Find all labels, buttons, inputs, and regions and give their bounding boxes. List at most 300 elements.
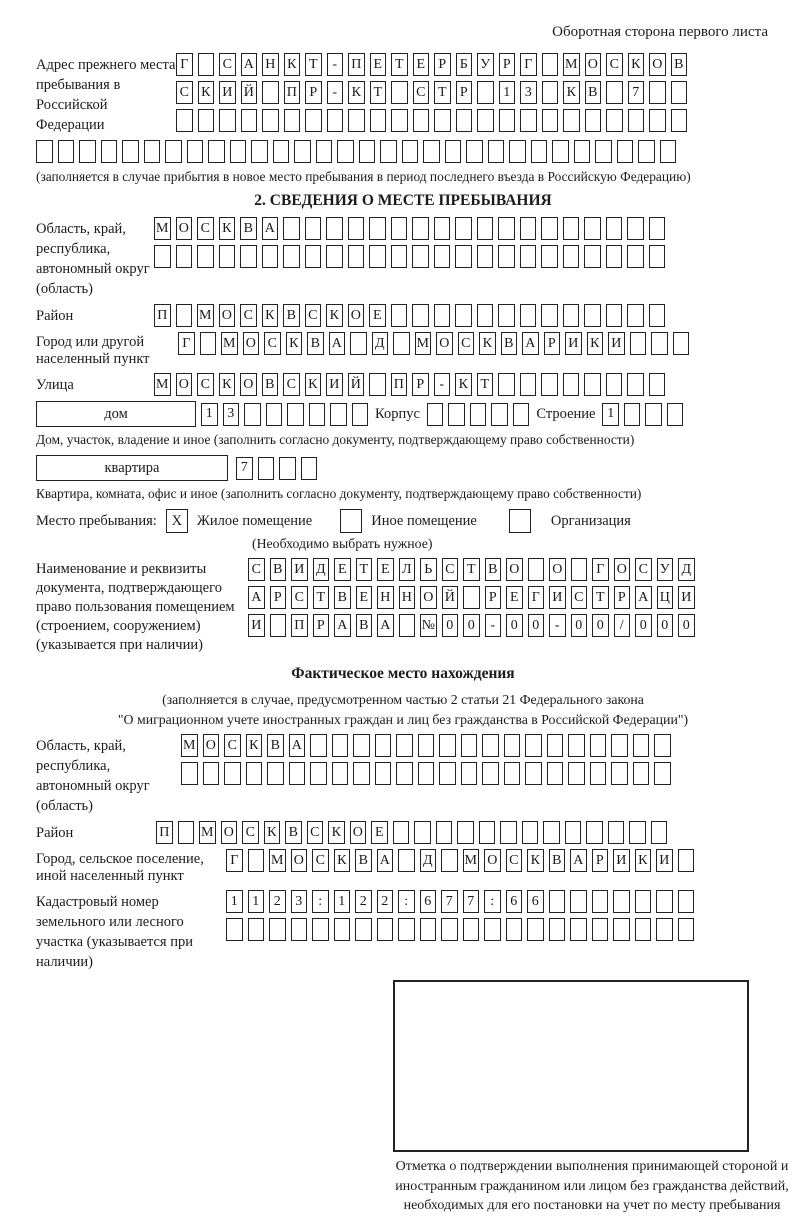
char-box[interactable]: 1 bbox=[248, 890, 265, 913]
char-box[interactable] bbox=[606, 217, 623, 240]
char-box[interactable]: А bbox=[377, 614, 394, 637]
char-box[interactable] bbox=[470, 403, 487, 426]
char-box[interactable] bbox=[380, 140, 397, 163]
char-box[interactable]: С bbox=[458, 332, 475, 355]
char-box[interactable] bbox=[520, 217, 537, 240]
char-box[interactable] bbox=[627, 373, 644, 396]
char-box[interactable]: Р bbox=[614, 586, 631, 609]
char-box[interactable] bbox=[414, 821, 431, 844]
char-box[interactable]: Й bbox=[442, 586, 459, 609]
char-box[interactable] bbox=[418, 734, 435, 757]
char-box[interactable] bbox=[423, 140, 440, 163]
char-box[interactable]: С bbox=[264, 332, 281, 355]
char-box[interactable] bbox=[549, 890, 566, 913]
char-box[interactable] bbox=[176, 304, 193, 327]
char-box[interactable] bbox=[375, 734, 392, 757]
char-box[interactable]: Д bbox=[678, 558, 695, 581]
char-box[interactable] bbox=[441, 918, 458, 941]
char-box[interactable] bbox=[224, 762, 241, 785]
char-box[interactable] bbox=[305, 109, 322, 132]
char-box[interactable] bbox=[584, 217, 601, 240]
char-box[interactable] bbox=[369, 373, 386, 396]
char-box[interactable] bbox=[520, 304, 537, 327]
char-box[interactable] bbox=[484, 918, 501, 941]
char-box[interactable]: С bbox=[307, 821, 324, 844]
char-box[interactable] bbox=[549, 918, 566, 941]
char-box[interactable] bbox=[520, 373, 537, 396]
char-box[interactable]: К bbox=[328, 821, 345, 844]
char-box[interactable] bbox=[187, 140, 204, 163]
char-box[interactable]: № bbox=[420, 614, 437, 637]
char-box[interactable]: Г bbox=[592, 558, 609, 581]
char-box[interactable] bbox=[348, 245, 365, 268]
char-box[interactable] bbox=[350, 332, 367, 355]
char-box[interactable] bbox=[369, 245, 386, 268]
char-box[interactable] bbox=[246, 762, 263, 785]
char-box[interactable] bbox=[36, 140, 53, 163]
char-box[interactable] bbox=[606, 304, 623, 327]
char-box[interactable]: Е bbox=[334, 558, 351, 581]
char-box[interactable] bbox=[399, 614, 416, 637]
char-box[interactable] bbox=[629, 821, 646, 844]
char-box[interactable]: И bbox=[678, 586, 695, 609]
char-box[interactable] bbox=[337, 140, 354, 163]
char-box[interactable] bbox=[542, 109, 559, 132]
char-box[interactable]: 0 bbox=[678, 614, 695, 637]
char-box[interactable] bbox=[241, 109, 258, 132]
char-box[interactable]: С bbox=[197, 373, 214, 396]
char-box[interactable] bbox=[412, 304, 429, 327]
char-box[interactable] bbox=[144, 140, 161, 163]
char-box[interactable] bbox=[283, 217, 300, 240]
char-box[interactable]: Р bbox=[305, 81, 322, 104]
char-box[interactable] bbox=[348, 217, 365, 240]
char-box[interactable]: О bbox=[585, 53, 602, 76]
char-box[interactable]: В bbox=[267, 734, 284, 757]
char-box[interactable]: К bbox=[334, 849, 351, 872]
char-box[interactable] bbox=[678, 849, 695, 872]
char-box[interactable]: М bbox=[269, 849, 286, 872]
char-box[interactable]: 0 bbox=[571, 614, 588, 637]
char-box[interactable]: С bbox=[606, 53, 623, 76]
char-box[interactable]: - bbox=[327, 81, 344, 104]
char-box[interactable]: Р bbox=[499, 53, 516, 76]
char-box[interactable]: 7 bbox=[441, 890, 458, 913]
char-box[interactable]: К bbox=[219, 373, 236, 396]
char-box[interactable]: 0 bbox=[657, 614, 674, 637]
char-box[interactable]: 0 bbox=[635, 614, 652, 637]
char-box[interactable]: Р bbox=[456, 81, 473, 104]
char-box[interactable] bbox=[463, 918, 480, 941]
char-box[interactable]: М bbox=[197, 304, 214, 327]
char-box[interactable]: К bbox=[455, 373, 472, 396]
char-box[interactable] bbox=[488, 140, 505, 163]
char-box[interactable] bbox=[267, 762, 284, 785]
char-box[interactable] bbox=[316, 140, 333, 163]
char-box[interactable] bbox=[391, 81, 408, 104]
char-box[interactable] bbox=[509, 140, 526, 163]
char-box[interactable] bbox=[606, 245, 623, 268]
char-box[interactable] bbox=[240, 245, 257, 268]
char-box[interactable] bbox=[522, 821, 539, 844]
char-box[interactable]: 2 bbox=[269, 890, 286, 913]
char-box[interactable] bbox=[477, 109, 494, 132]
char-box[interactable] bbox=[461, 762, 478, 785]
char-box[interactable]: Н bbox=[399, 586, 416, 609]
char-box[interactable] bbox=[441, 849, 458, 872]
char-box[interactable]: С bbox=[242, 821, 259, 844]
char-box[interactable]: О bbox=[549, 558, 566, 581]
char-box[interactable] bbox=[498, 373, 515, 396]
char-box[interactable] bbox=[391, 217, 408, 240]
char-box[interactable]: А bbox=[522, 332, 539, 355]
char-box[interactable]: О bbox=[219, 304, 236, 327]
char-box[interactable]: А bbox=[329, 332, 346, 355]
char-box[interactable]: О bbox=[348, 304, 365, 327]
char-box[interactable]: В bbox=[355, 849, 372, 872]
char-box[interactable] bbox=[628, 109, 645, 132]
char-box[interactable] bbox=[334, 918, 351, 941]
char-box[interactable] bbox=[427, 403, 444, 426]
char-box[interactable] bbox=[326, 245, 343, 268]
char-box[interactable]: М bbox=[463, 849, 480, 872]
char-box[interactable]: С bbox=[312, 849, 329, 872]
char-box[interactable]: К bbox=[563, 81, 580, 104]
char-box[interactable]: Т bbox=[370, 81, 387, 104]
char-box[interactable]: К bbox=[246, 734, 263, 757]
char-box[interactable] bbox=[122, 140, 139, 163]
char-box[interactable]: 3 bbox=[291, 890, 308, 913]
char-box[interactable]: И bbox=[565, 332, 582, 355]
char-box[interactable]: Ц bbox=[657, 586, 674, 609]
char-box[interactable] bbox=[461, 734, 478, 757]
char-box[interactable]: П bbox=[391, 373, 408, 396]
char-box[interactable]: А bbox=[570, 849, 587, 872]
char-box[interactable] bbox=[547, 762, 564, 785]
char-box[interactable] bbox=[649, 373, 666, 396]
char-box[interactable] bbox=[418, 762, 435, 785]
char-box[interactable]: О bbox=[350, 821, 367, 844]
char-box[interactable] bbox=[635, 918, 652, 941]
char-box[interactable]: О bbox=[203, 734, 220, 757]
char-box[interactable]: А bbox=[262, 217, 279, 240]
char-box[interactable]: В bbox=[501, 332, 518, 355]
char-box[interactable] bbox=[649, 245, 666, 268]
char-box[interactable] bbox=[499, 109, 516, 132]
char-box[interactable]: - bbox=[549, 614, 566, 637]
char-box[interactable]: П bbox=[348, 53, 365, 76]
char-box[interactable] bbox=[434, 109, 451, 132]
char-box[interactable] bbox=[305, 217, 322, 240]
char-box[interactable] bbox=[197, 245, 214, 268]
char-box[interactable]: С bbox=[506, 849, 523, 872]
char-box[interactable] bbox=[645, 403, 662, 426]
char-box[interactable]: 1 bbox=[499, 81, 516, 104]
char-box[interactable]: Е bbox=[370, 53, 387, 76]
char-box[interactable] bbox=[412, 245, 429, 268]
char-box[interactable] bbox=[305, 245, 322, 268]
char-box[interactable] bbox=[525, 734, 542, 757]
char-box[interactable] bbox=[606, 109, 623, 132]
char-box[interactable] bbox=[466, 140, 483, 163]
char-box[interactable] bbox=[584, 245, 601, 268]
char-box[interactable] bbox=[527, 918, 544, 941]
char-box[interactable] bbox=[262, 109, 279, 132]
char-box[interactable] bbox=[391, 304, 408, 327]
char-box[interactable]: 1 bbox=[334, 890, 351, 913]
char-box[interactable] bbox=[200, 332, 217, 355]
char-box[interactable] bbox=[651, 821, 668, 844]
char-box[interactable]: О bbox=[291, 849, 308, 872]
char-box[interactable] bbox=[563, 217, 580, 240]
other-premises-checkbox[interactable] bbox=[340, 509, 362, 533]
char-box[interactable] bbox=[590, 762, 607, 785]
char-box[interactable] bbox=[434, 304, 451, 327]
char-box[interactable] bbox=[348, 109, 365, 132]
char-box[interactable]: О bbox=[614, 558, 631, 581]
char-box[interactable]: С bbox=[176, 81, 193, 104]
char-box[interactable] bbox=[208, 140, 225, 163]
char-box[interactable]: С bbox=[240, 304, 257, 327]
char-box[interactable] bbox=[506, 918, 523, 941]
char-box[interactable]: : bbox=[484, 890, 501, 913]
char-box[interactable]: М bbox=[563, 53, 580, 76]
char-box[interactable] bbox=[352, 403, 369, 426]
char-box[interactable] bbox=[258, 457, 275, 480]
char-box[interactable] bbox=[656, 918, 673, 941]
char-box[interactable] bbox=[649, 81, 666, 104]
char-box[interactable] bbox=[332, 734, 349, 757]
char-box[interactable]: 1 bbox=[226, 890, 243, 913]
char-box[interactable] bbox=[455, 245, 472, 268]
char-box[interactable]: 2 bbox=[355, 890, 372, 913]
char-box[interactable] bbox=[630, 332, 647, 355]
char-box[interactable] bbox=[283, 245, 300, 268]
char-box[interactable] bbox=[565, 821, 582, 844]
char-box[interactable]: - bbox=[327, 53, 344, 76]
char-box[interactable] bbox=[377, 918, 394, 941]
char-box[interactable] bbox=[294, 140, 311, 163]
char-box[interactable]: Т bbox=[356, 558, 373, 581]
char-box[interactable]: П bbox=[154, 304, 171, 327]
char-box[interactable]: Д bbox=[313, 558, 330, 581]
char-box[interactable] bbox=[287, 403, 304, 426]
char-box[interactable] bbox=[203, 762, 220, 785]
char-box[interactable]: К bbox=[527, 849, 544, 872]
char-box[interactable]: О bbox=[649, 53, 666, 76]
char-box[interactable]: Г bbox=[178, 332, 195, 355]
char-box[interactable]: 7 bbox=[236, 457, 253, 480]
char-box[interactable]: Е bbox=[413, 53, 430, 76]
char-box[interactable] bbox=[355, 918, 372, 941]
char-box[interactable] bbox=[482, 734, 499, 757]
char-box[interactable] bbox=[412, 217, 429, 240]
char-box[interactable] bbox=[541, 304, 558, 327]
char-box[interactable] bbox=[230, 140, 247, 163]
char-box[interactable] bbox=[479, 821, 496, 844]
char-box[interactable]: О bbox=[484, 849, 501, 872]
char-box[interactable] bbox=[369, 217, 386, 240]
char-box[interactable]: Г bbox=[528, 586, 545, 609]
char-box[interactable] bbox=[633, 734, 650, 757]
char-box[interactable]: А bbox=[334, 614, 351, 637]
char-box[interactable] bbox=[613, 890, 630, 913]
char-box[interactable] bbox=[673, 332, 690, 355]
char-box[interactable]: К bbox=[348, 81, 365, 104]
char-box[interactable]: Г bbox=[520, 53, 537, 76]
char-box[interactable] bbox=[391, 109, 408, 132]
char-box[interactable] bbox=[266, 403, 283, 426]
char-box[interactable]: - bbox=[485, 614, 502, 637]
char-box[interactable]: И bbox=[656, 849, 673, 872]
char-box[interactable]: М bbox=[181, 734, 198, 757]
char-box[interactable] bbox=[248, 918, 265, 941]
char-box[interactable] bbox=[370, 109, 387, 132]
char-box[interactable]: Р bbox=[412, 373, 429, 396]
char-box[interactable]: Т bbox=[305, 53, 322, 76]
char-box[interactable] bbox=[563, 373, 580, 396]
char-box[interactable]: М bbox=[415, 332, 432, 355]
char-box[interactable]: Д bbox=[420, 849, 437, 872]
char-box[interactable] bbox=[154, 245, 171, 268]
char-box[interactable]: Р bbox=[485, 586, 502, 609]
char-box[interactable] bbox=[413, 109, 430, 132]
char-box[interactable]: 6 bbox=[527, 890, 544, 913]
char-box[interactable] bbox=[398, 918, 415, 941]
char-box[interactable] bbox=[219, 109, 236, 132]
char-box[interactable]: К bbox=[305, 373, 322, 396]
char-box[interactable] bbox=[226, 918, 243, 941]
char-box[interactable]: В bbox=[285, 821, 302, 844]
char-box[interactable]: 1 bbox=[602, 403, 619, 426]
char-box[interactable]: А bbox=[248, 586, 265, 609]
char-box[interactable]: Г bbox=[226, 849, 243, 872]
char-box[interactable]: В bbox=[307, 332, 324, 355]
char-box[interactable] bbox=[584, 304, 601, 327]
char-box[interactable] bbox=[375, 762, 392, 785]
char-box[interactable]: В bbox=[270, 558, 287, 581]
char-box[interactable]: К bbox=[479, 332, 496, 355]
char-box[interactable]: 0 bbox=[442, 614, 459, 637]
char-box[interactable] bbox=[570, 918, 587, 941]
char-box[interactable] bbox=[402, 140, 419, 163]
residential-checkbox[interactable]: X bbox=[166, 509, 188, 533]
char-box[interactable]: И bbox=[608, 332, 625, 355]
char-box[interactable]: С bbox=[219, 53, 236, 76]
char-box[interactable]: 3 bbox=[520, 81, 537, 104]
char-box[interactable]: М bbox=[154, 373, 171, 396]
char-box[interactable] bbox=[273, 140, 290, 163]
char-box[interactable] bbox=[678, 890, 695, 913]
char-box[interactable] bbox=[563, 304, 580, 327]
char-box[interactable] bbox=[513, 403, 530, 426]
char-box[interactable] bbox=[504, 734, 521, 757]
char-box[interactable]: 7 bbox=[463, 890, 480, 913]
char-box[interactable] bbox=[457, 821, 474, 844]
char-box[interactable]: Е bbox=[377, 558, 394, 581]
char-box[interactable] bbox=[654, 734, 671, 757]
char-box[interactable] bbox=[289, 762, 306, 785]
char-box[interactable] bbox=[310, 734, 327, 757]
char-box[interactable]: Е bbox=[371, 821, 388, 844]
char-box[interactable]: Д bbox=[372, 332, 389, 355]
char-box[interactable] bbox=[178, 821, 195, 844]
char-box[interactable]: Й bbox=[348, 373, 365, 396]
char-box[interactable] bbox=[291, 918, 308, 941]
char-box[interactable]: В bbox=[485, 558, 502, 581]
char-box[interactable] bbox=[656, 890, 673, 913]
char-box[interactable]: Р bbox=[592, 849, 609, 872]
char-box[interactable] bbox=[542, 53, 559, 76]
char-box[interactable]: В bbox=[356, 614, 373, 637]
char-box[interactable] bbox=[420, 918, 437, 941]
char-box[interactable]: К bbox=[587, 332, 604, 355]
char-box[interactable] bbox=[463, 586, 480, 609]
char-box[interactable] bbox=[671, 81, 688, 104]
char-box[interactable] bbox=[651, 332, 668, 355]
char-box[interactable]: В bbox=[334, 586, 351, 609]
char-box[interactable]: П bbox=[284, 81, 301, 104]
char-box[interactable] bbox=[309, 403, 326, 426]
char-box[interactable] bbox=[477, 245, 494, 268]
char-box[interactable]: С bbox=[291, 586, 308, 609]
char-box[interactable] bbox=[396, 734, 413, 757]
char-box[interactable]: К bbox=[286, 332, 303, 355]
char-box[interactable] bbox=[649, 217, 666, 240]
char-box[interactable] bbox=[638, 140, 655, 163]
char-box[interactable] bbox=[541, 245, 558, 268]
char-box[interactable] bbox=[592, 918, 609, 941]
char-box[interactable] bbox=[251, 140, 268, 163]
char-box[interactable]: А bbox=[241, 53, 258, 76]
char-box[interactable] bbox=[448, 403, 465, 426]
char-box[interactable] bbox=[326, 217, 343, 240]
char-box[interactable] bbox=[542, 81, 559, 104]
char-box[interactable] bbox=[359, 140, 376, 163]
char-box[interactable] bbox=[678, 918, 695, 941]
char-box[interactable] bbox=[248, 849, 265, 872]
char-box[interactable] bbox=[520, 245, 537, 268]
char-box[interactable] bbox=[393, 332, 410, 355]
char-box[interactable]: С bbox=[413, 81, 430, 104]
char-box[interactable]: О bbox=[506, 558, 523, 581]
char-box[interactable] bbox=[181, 762, 198, 785]
char-box[interactable]: 0 bbox=[463, 614, 480, 637]
char-box[interactable]: В bbox=[671, 53, 688, 76]
char-box[interactable]: : bbox=[398, 890, 415, 913]
char-box[interactable] bbox=[498, 245, 515, 268]
char-box[interactable] bbox=[633, 762, 650, 785]
char-box[interactable]: О bbox=[240, 373, 257, 396]
char-box[interactable]: В bbox=[549, 849, 566, 872]
char-box[interactable]: Т bbox=[391, 53, 408, 76]
char-box[interactable] bbox=[198, 109, 215, 132]
char-box[interactable] bbox=[671, 109, 688, 132]
char-box[interactable]: В bbox=[283, 304, 300, 327]
char-box[interactable]: К bbox=[284, 53, 301, 76]
char-box[interactable] bbox=[611, 734, 628, 757]
char-box[interactable] bbox=[434, 245, 451, 268]
char-box[interactable] bbox=[434, 217, 451, 240]
char-box[interactable] bbox=[353, 762, 370, 785]
char-box[interactable]: 2 bbox=[377, 890, 394, 913]
char-box[interactable] bbox=[477, 304, 494, 327]
char-box[interactable] bbox=[649, 109, 666, 132]
char-box[interactable]: Р bbox=[270, 586, 287, 609]
char-box[interactable]: Е bbox=[356, 586, 373, 609]
char-box[interactable] bbox=[439, 762, 456, 785]
char-box[interactable] bbox=[586, 821, 603, 844]
